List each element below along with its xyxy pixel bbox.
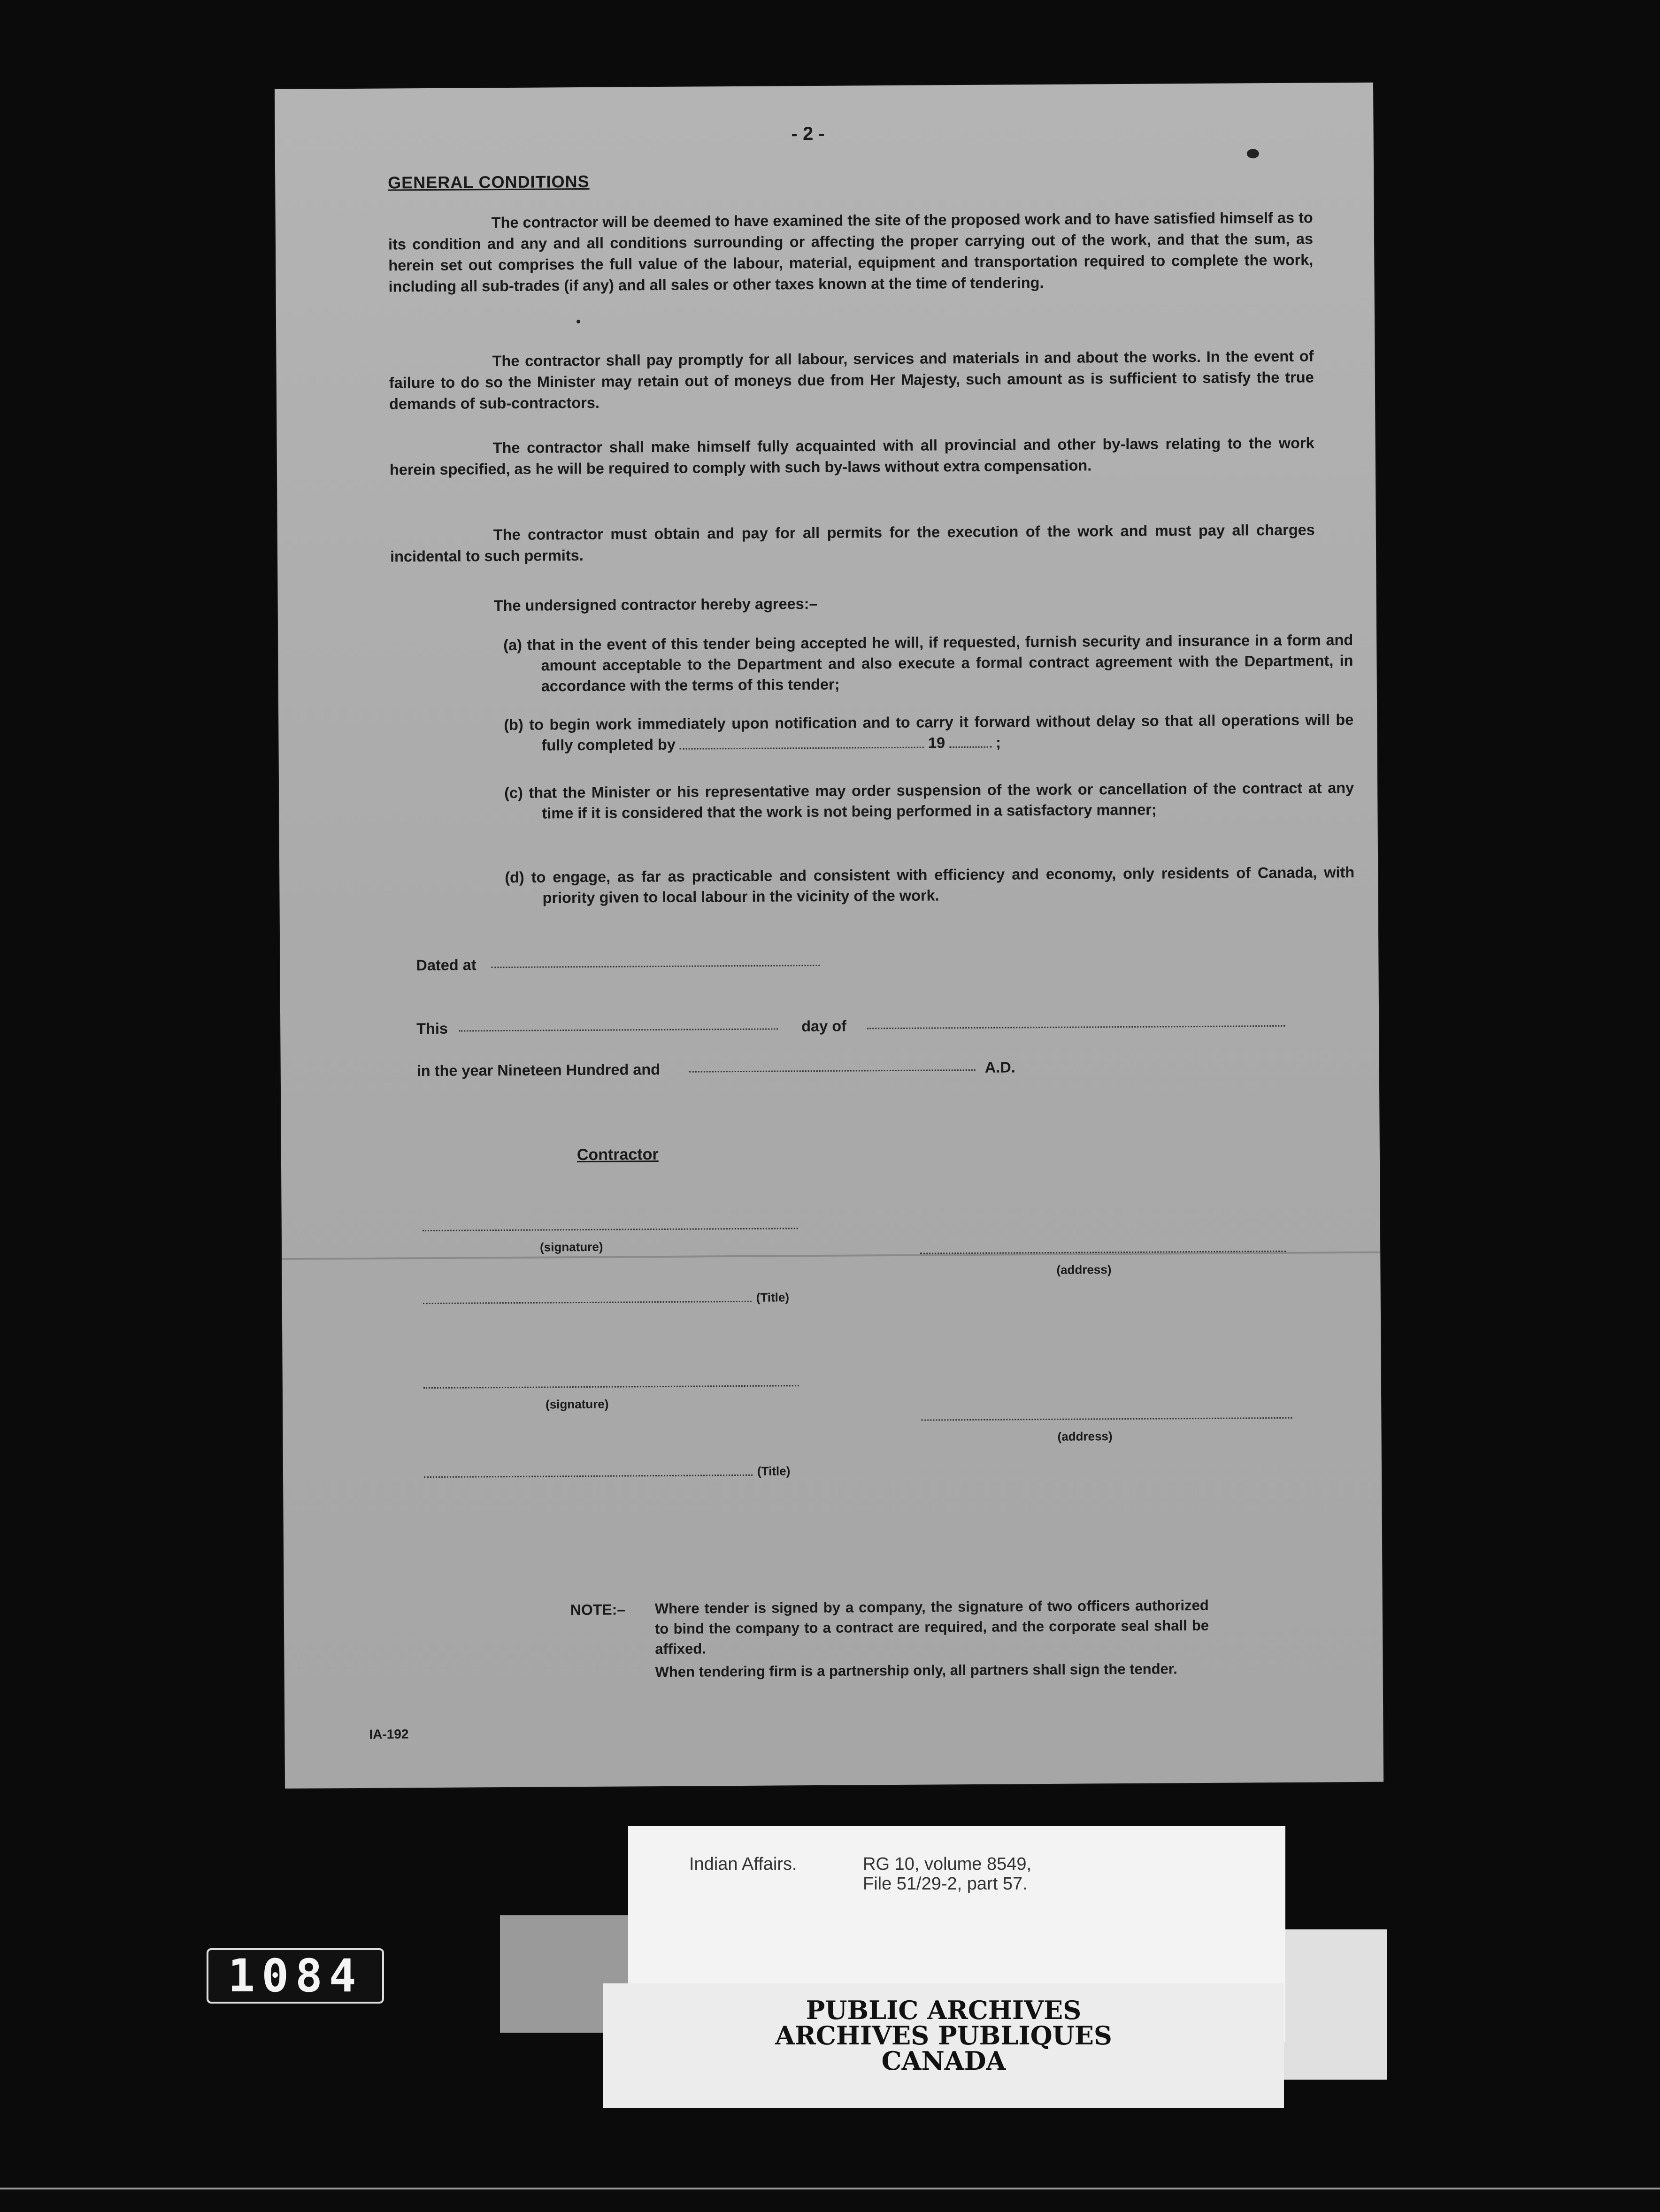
archive-reference [863,1854,1031,1894]
year-label: in the year Nineteen Hundred and [416,1061,661,1080]
ink-speck [1247,149,1259,158]
this-label: This [416,1020,448,1037]
month-field[interactable] [867,1024,1285,1029]
dated-at-field[interactable] [491,964,820,968]
ad-label: A.D. [984,1059,1015,1076]
note-partnership: When tendering firm is a partnership only, all partners shall sign the tender. [655,1660,1177,1681]
form-number: IA-192 [369,1727,409,1742]
paragraph-permits: The contractor must obtain and pay for all permits for the execution of the work and must pay all charges incidental to such permits. [390,521,1315,565]
frame-counter: 1084 [207,1948,384,2004]
clause-b [504,709,1354,756]
clause-b-text: (b) to begin work immediately upon notification and to carry it forward without delay so that all operations will be fully completed by [504,711,1354,754]
fold-crease [282,1252,1380,1260]
signature-1-label: (signature) [539,1239,603,1254]
title-2-label: (Title) [757,1464,791,1478]
clause-a: (a) that in the event of this tender being accepted he will, if requested, furnish security and insurance in a form and amount acceptable to the Department and also execute a formal contract agreement with the Department, in accordance with the terms of this tender; [503,631,1353,695]
paragraph-payment: The contractor shall pay promptly for all labour, services and materials in and about the works. In the event of failure to do so the Minister may retain out of moneys due from Her Majesty, such amount as is sufficient to satisfy the true demands of sub-contractors. [389,347,1314,413]
note-label: NOTE:– [570,1601,626,1619]
archive-department: Indian Affairs. [689,1854,797,1874]
paragraph-site-examination: The contractor will be deemed to have examined the site of the proposed work and to have satisfied himself as to its condition and any and all conditions surrounding or affecting the proper carrying out of the work, and that the sum, as herein set out comprises the full value of the labour, material, equipment and transportation required to complete the work, including all sub-trades (if any) and all sales or other taxes known at the time of tendering. [388,209,1314,295]
completion-date-field[interactable] [680,733,924,750]
address-1-label: (address) [1056,1262,1112,1277]
ink-speck [576,320,580,323]
dated-at-label: Dated at [416,956,476,974]
archives-stamp [603,1997,1284,2074]
title-1-label: (Title) [756,1290,790,1305]
stamp-line-2: ARCHIVES PUBLIQUES [775,2020,1112,2051]
section-heading: GENERAL CONDITIONS [388,171,590,192]
stamp-line-3: CANADA [881,2046,1006,2076]
film-edge [0,2188,1660,2189]
signature-2-line[interactable] [423,1384,799,1389]
page-number: - 2 - [791,123,825,145]
clause-b-year: 19 [928,734,945,752]
day-of-label: day of [801,1017,847,1035]
clause-c: (c) that the Minister or his representative may order suspension of the work or cancellation of the contract at any time if it is considered that the work is not being performed in a satisfactory manner; [504,779,1354,822]
paragraph-bylaws: The contractor shall make himself fully acquainted with all provincial and other by-laws relating to the work herein specified, as he will be required to comply with such by-laws without extra compensation. [389,434,1314,478]
day-field[interactable] [459,1027,778,1031]
clause-d: (d) to engage, as far as practicable and consistent with efficiency and economy, only residents of Canada, with priority given to local labour in the vicinity of the work. [505,863,1355,906]
document-page [275,83,1383,1789]
archives-stamp-band [603,1983,1284,2108]
title-2-line[interactable] [424,1474,753,1478]
title-1-line[interactable] [423,1300,752,1304]
archive-reference-line2: File 51/29-2, part 57. [863,1874,1028,1894]
archive-reference-line1: RG 10, volume 8549, [863,1854,1032,1874]
archive-slip-right [1282,1929,1387,2080]
year-field[interactable] [689,1068,976,1073]
stamp-line-1: PUBLIC ARCHIVES [806,1995,1082,2025]
contractor-heading: Contractor [576,1145,659,1164]
address-2-line[interactable] [921,1416,1292,1421]
signature-2-label: (signature) [546,1397,609,1412]
completion-year-field[interactable] [949,732,991,748]
address-2-label: (address) [1057,1429,1113,1444]
agreement-intro: The undersigned contractor hereby agrees:– [493,595,818,614]
clause-b-end: ; [996,734,1001,751]
signature-1-line[interactable] [423,1227,798,1231]
note-company: Where tender is signed by a company, the signature of two officers authorized to bind the company to a contract are required, and the corporate seal shall be affixed. [654,1597,1209,1658]
